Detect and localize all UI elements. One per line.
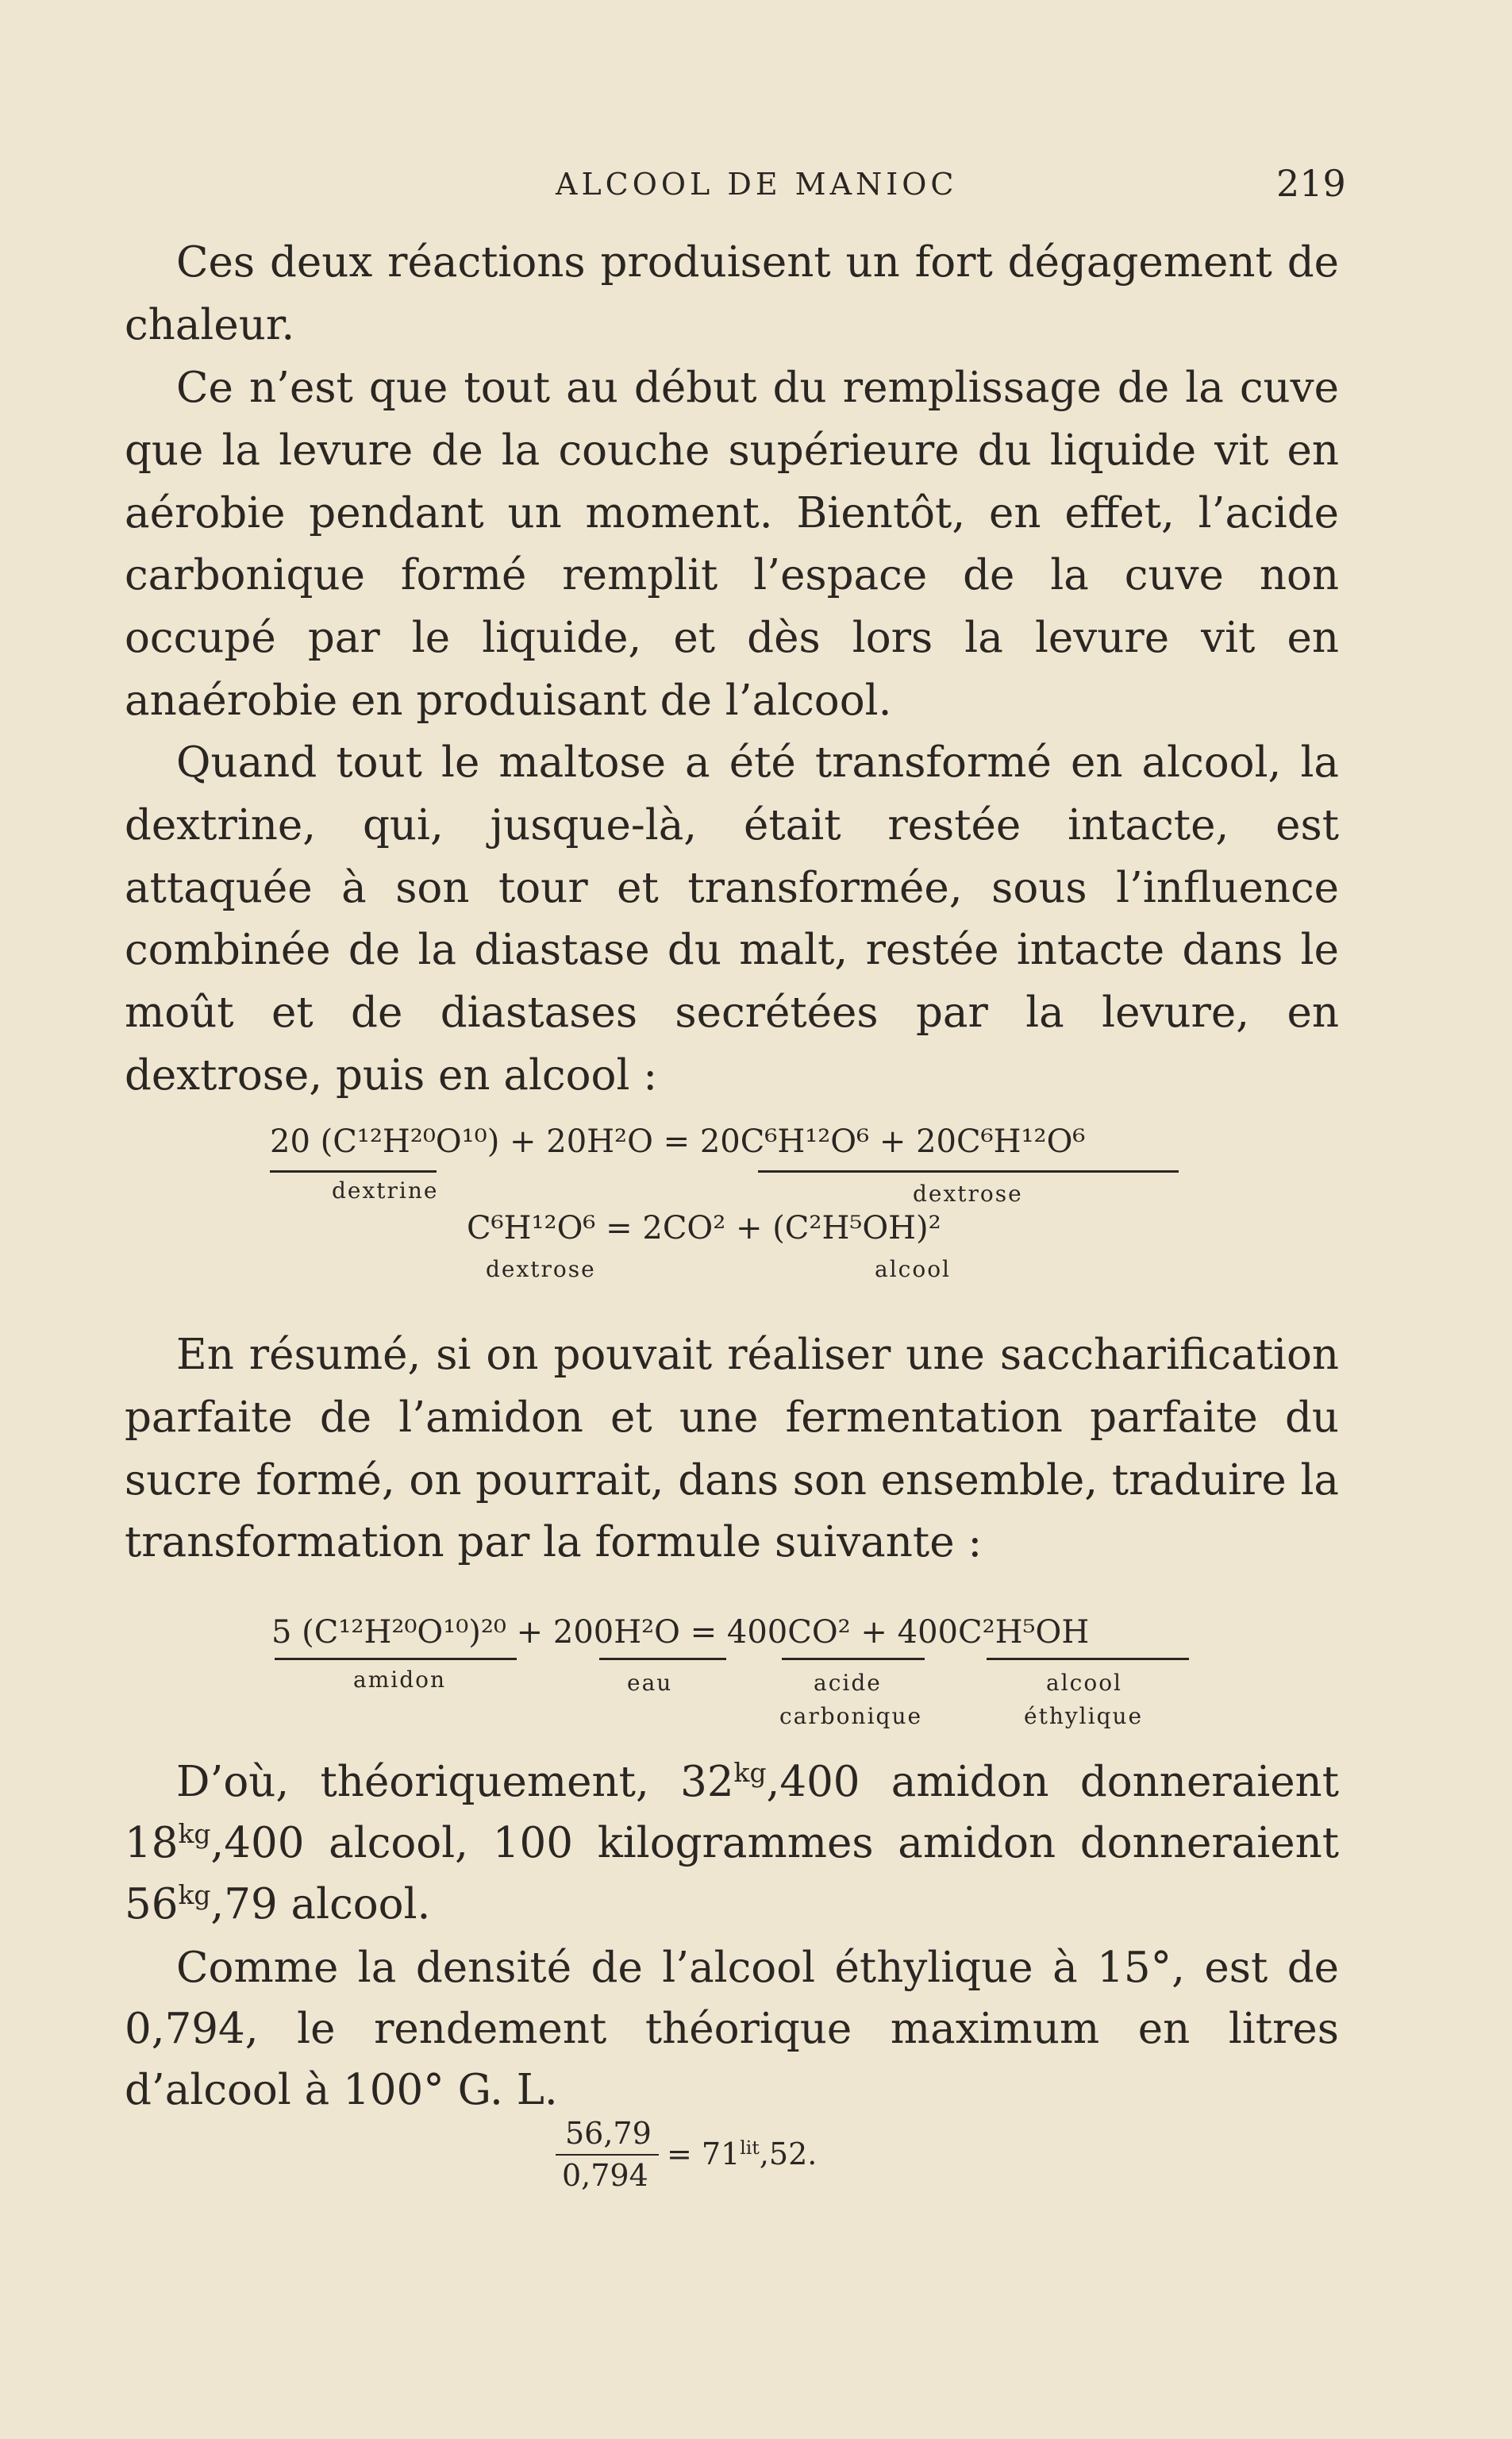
equation2-rule-alcool <box>987 1658 1189 1660</box>
unit-kg: kg <box>733 1756 767 1788</box>
equation1-label-dextrine: dextrine <box>332 1177 439 1204</box>
equation2-label-eau: eau <box>627 1670 673 1696</box>
equation2-label-amidon: amidon <box>353 1666 447 1693</box>
equation2-rule-amidon <box>275 1658 517 1660</box>
running-head: ALCOOL DE MANIOC <box>556 167 958 202</box>
fraction-numerator: 56,79 <box>565 2116 652 2151</box>
paragraph-densite: Comme la densité de l’alcool éthylique à 15°, est de 0,794, le rendement théorique maximum en litres d’alcool à 100° G. L. <box>125 1944 1339 2114</box>
equation1-line2: C⁶H¹²O⁶ = 2CO² + (C²H⁵OH)² <box>467 1210 941 1246</box>
equation2-rule-eau <box>599 1658 726 1660</box>
page-number: 219 <box>1276 162 1346 205</box>
equation2-line: 5 (C¹²H²⁰O¹⁰)²⁰ + 200H²O = 400CO² + 400C²H⁵OH <box>271 1614 1090 1651</box>
equation2-label-acide: acide <box>814 1670 882 1696</box>
equation1-label-dextrose: dextrose <box>913 1181 1023 1207</box>
equation1-rule-dextrose <box>758 1170 1179 1173</box>
equation1-line1: 20 (C¹²H²⁰O¹⁰) + 20H²O = 20C⁶H¹²O⁶ + 20C⁶H¹²O⁶ <box>270 1123 1086 1160</box>
paragraph-theorique: D’où, théoriquement, $32^{kg},400$ amidon donneraient $18^{kg},400$ alcool, 100 kilogrammes amidon donneraient $56^{kg},79$ alcool. <box>125 1756 1339 1928</box>
equation2-rule-acide <box>782 1658 925 1660</box>
paragraph-heat: Ces deux réactions produisent un fort dégagement de chaleur. <box>125 238 1339 349</box>
unit-kg: kg <box>178 1878 211 1910</box>
equation1-rule-dextrine <box>270 1170 437 1173</box>
unit-lit: lit <box>740 2137 760 2160</box>
theorique-lead: D’où, théoriquement, 32 <box>176 1758 734 1806</box>
equation1-label-alcool: alcool <box>875 1256 951 1282</box>
equation2-label-alcool: alcool <box>1046 1670 1122 1696</box>
paragraph-aerobie: Ce n’est que tout au début du remplissage de la cuve que la levure de la couche supérieure du liquide vit en aérobie pendant un moment. Bientôt, en effet, l’acide carbonique formé remplit l’espace de la cuve non occupé par le liquide, et dès lors la levure vit en anaérobie en produisant de l’alcool. <box>125 364 1339 725</box>
fraction-result: = $71^{lit},52$. <box>667 2137 818 2171</box>
paragraph-resume: En résumé, si on pouvait réaliser une saccharification parfaite de l’amidon et une fermentation parfaite du sucre formé, on pourrait, dans son ensemble, traduire la transformation par la formule suivante : <box>125 1331 1339 1567</box>
fraction-bar <box>556 2154 659 2156</box>
unit-kg: kg <box>178 1817 211 1849</box>
paragraph-dextrine: Quand tout le maltose a été transformé en alcool, la dextrine, qui, jusque-là, était restée intacte, est attaquée à son tour et transformée, sous l’influence combinée de la diastase du malt, restée intacte dans le moût et de diastases secrétées par la levure, en dextrose, puis en alcool : <box>125 738 1339 1100</box>
fraction-denominator: 0,794 <box>562 2158 648 2193</box>
equation2-label-ethylique: éthylique <box>1024 1703 1144 1729</box>
equation2-label-carbonique: carbonique <box>779 1703 923 1729</box>
equation1-label-dextrose2: dextrose <box>486 1256 596 1282</box>
